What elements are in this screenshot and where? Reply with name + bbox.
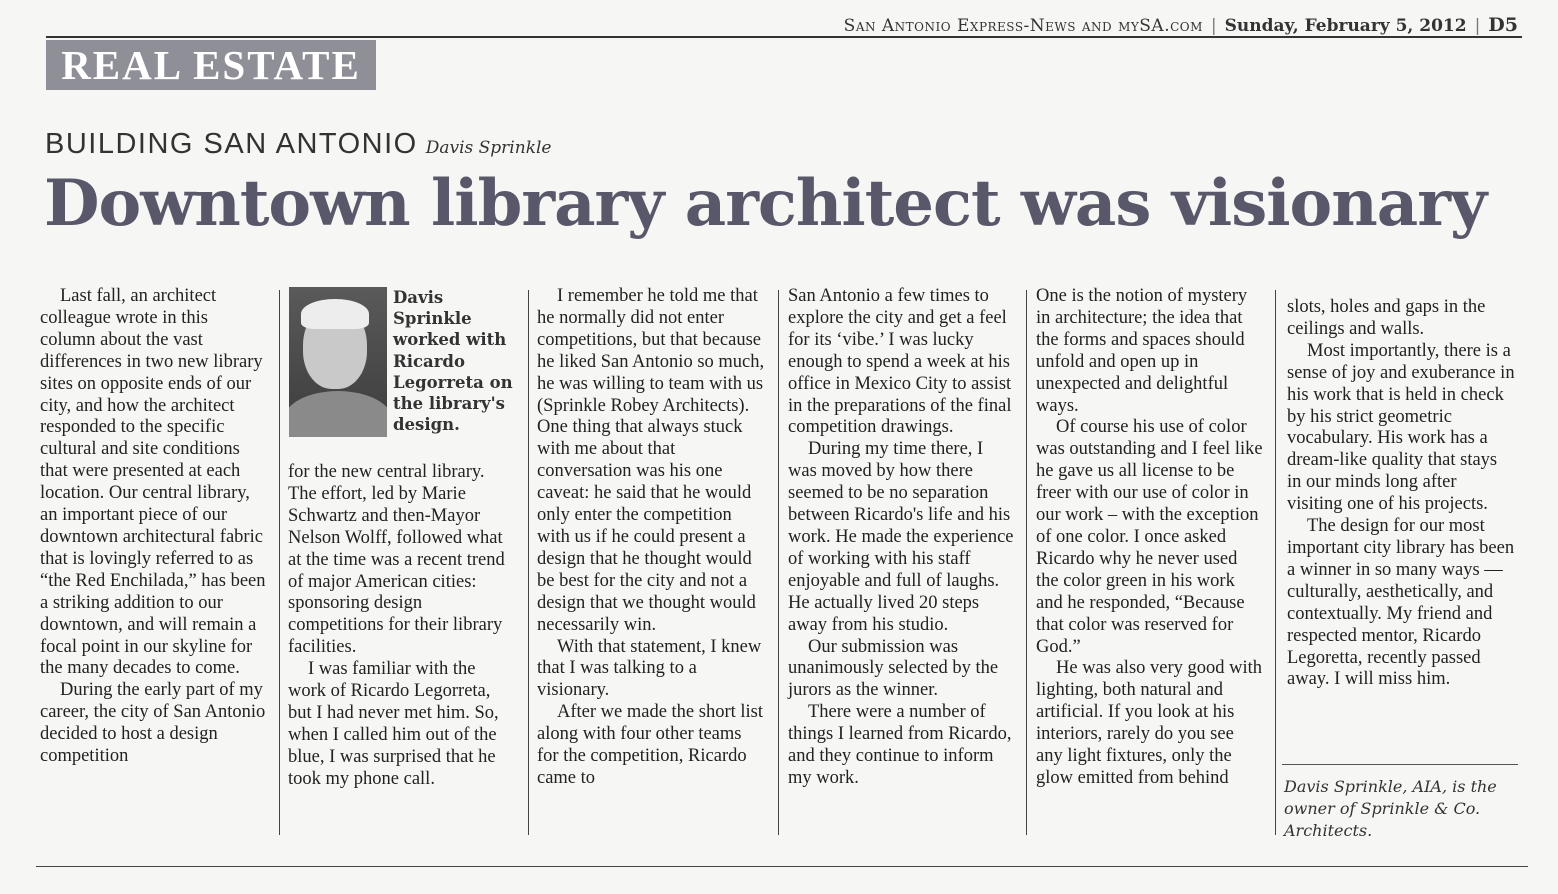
article-column-4 [788,286,1016,790]
author-bio: Davis Sprinkle, AIA, is the owner of Sprinkle & Co. Architects. [1284,777,1497,840]
paragraph: There were a number of things I learned from Ricardo, and they continue to inform my work. [788,702,1012,788]
paragraph: With that statement, I knew that I was talking to a visionary. [537,636,762,701]
paragraph: slots, holes and gaps in the ceilings and walls. [1287,297,1486,339]
paragraph: San Antonio a few times to explore the city and get a feel for its ‘vibe.’ I was lucky enough to spend a week at his office in Mexico City to assist in the preparations of the final competition drawings. [788,286,1012,438]
paragraph: Last fall, an architect colleague wrote in this column about the vast differences in two new library sites on opposite ends of our city, and how the architect responded to the specific cultural and site conditions that were presented at each location. Our central library, an important piece of our downtown architectural fabric that is lovingly referred to as “the Red Enchilada,” has been a striking addition to our downtown, and will remain a focal point in our skyline for the many decades to come. [40,286,266,679]
top-rule [46,36,1522,38]
paragraph: I remember he told me that he normally did not enter competitions, but that because he liked San Antonio so much, he was willing to team with us (Sprinkle Robey Architects). One thing that always stuck with me about that conversation was his one caveat: he said that he would only enter the competition with us if he could present a design that he thought would be best for the city and not a design that we thought would necessarily win. [537,286,765,635]
publication-name: San Antonio Express-News and mySA.com [843,16,1203,36]
article-column-2 [288,462,516,791]
column-divider [1026,290,1027,835]
paragraph: Of course his use of color was outstanding and I feel like he gave us all license to be freer with our use of color in our work – with the exception of one color. I once asked Ricardo why he never used the color green in his work and he responded, “Because that color was reserved for God.” [1036,417,1263,657]
page-number: D5 [1488,14,1518,36]
paragraph: I was familiar with the work of Ricardo Legorreta, but I had never met him. So, when I called him out of the blue, I was surprised that he took my phone call. [288,659,499,789]
photo-caption: Davis Sprinkle worked with Ricardo Legorreta on the library's design. [393,288,513,435]
paragraph: He was also very good with lighting, both natural and artificial. If you look at his interiors, rarely do you see any light fixtures, only the glow emitted from behind [1036,658,1263,788]
paragraph: During the early part of my career, the city of San Antonio decided to host a design competition [40,680,266,767]
article-column-5 [1036,286,1264,790]
author-photo [289,287,387,437]
column-divider [778,290,779,835]
paragraph: After we made the short list along with four other teams for the competition, Ricardo came to [537,702,764,788]
headline: Downtown library architect was visionary [44,166,1487,241]
paragraph: Most importantly, there is a sense of joy and exuberance in his work that is held in check by his strict geometric vocabulary. His work has a dream-like quality that stays in our minds long after visiting one of his projects. [1287,340,1515,515]
section-label: REAL ESTATE [46,40,376,90]
paragraph: Our submission was unanimously selected by the jurors as the winner. [788,636,999,701]
column-divider [1275,290,1276,835]
article-column-6 [1287,297,1515,691]
byline: Davis Sprinkle [425,138,552,158]
paragraph: The design for our most important city library has been a winner in so many ways — culturally, aesthetically, and contextually. My friend and respected mentor, Ricardo Legoretta, recently passed away. I will miss him. [1287,516,1515,690]
paragraph: During my time there, I was moved by how there seemed to be no separation between Ricardo's life and his work. He made the experience of working with his staff enjoyable and full of laughs. He actually lived 20 steps away from his studio. [788,439,1014,635]
column-divider [528,290,529,835]
article-column-1 [40,286,266,768]
publication-date: Sunday, February 5, 2012 [1224,16,1467,36]
bio-rule [1282,764,1518,765]
column-kicker [45,128,552,161]
paragraph: for the new central library. The effort, led by Marie Schwartz and then-Mayor Nelson Wolff, followed what at the time was a recent trend of major American cities: sponsoring design competitions for their library facilities. [288,462,505,658]
masthead: San Antonio Express-News and mySA.com | Sunday, February 5, 2012 | D5 [843,14,1518,36]
column-divider [279,290,280,835]
bottom-rule [36,866,1528,867]
paragraph: One is the notion of mystery in architecture; the idea that the forms and spaces should unfold and open up in unexpected and delightful ways. [1036,286,1248,416]
article-column-3 [537,286,765,790]
kicker-text: BUILDING SAN ANTONIO [45,128,418,160]
